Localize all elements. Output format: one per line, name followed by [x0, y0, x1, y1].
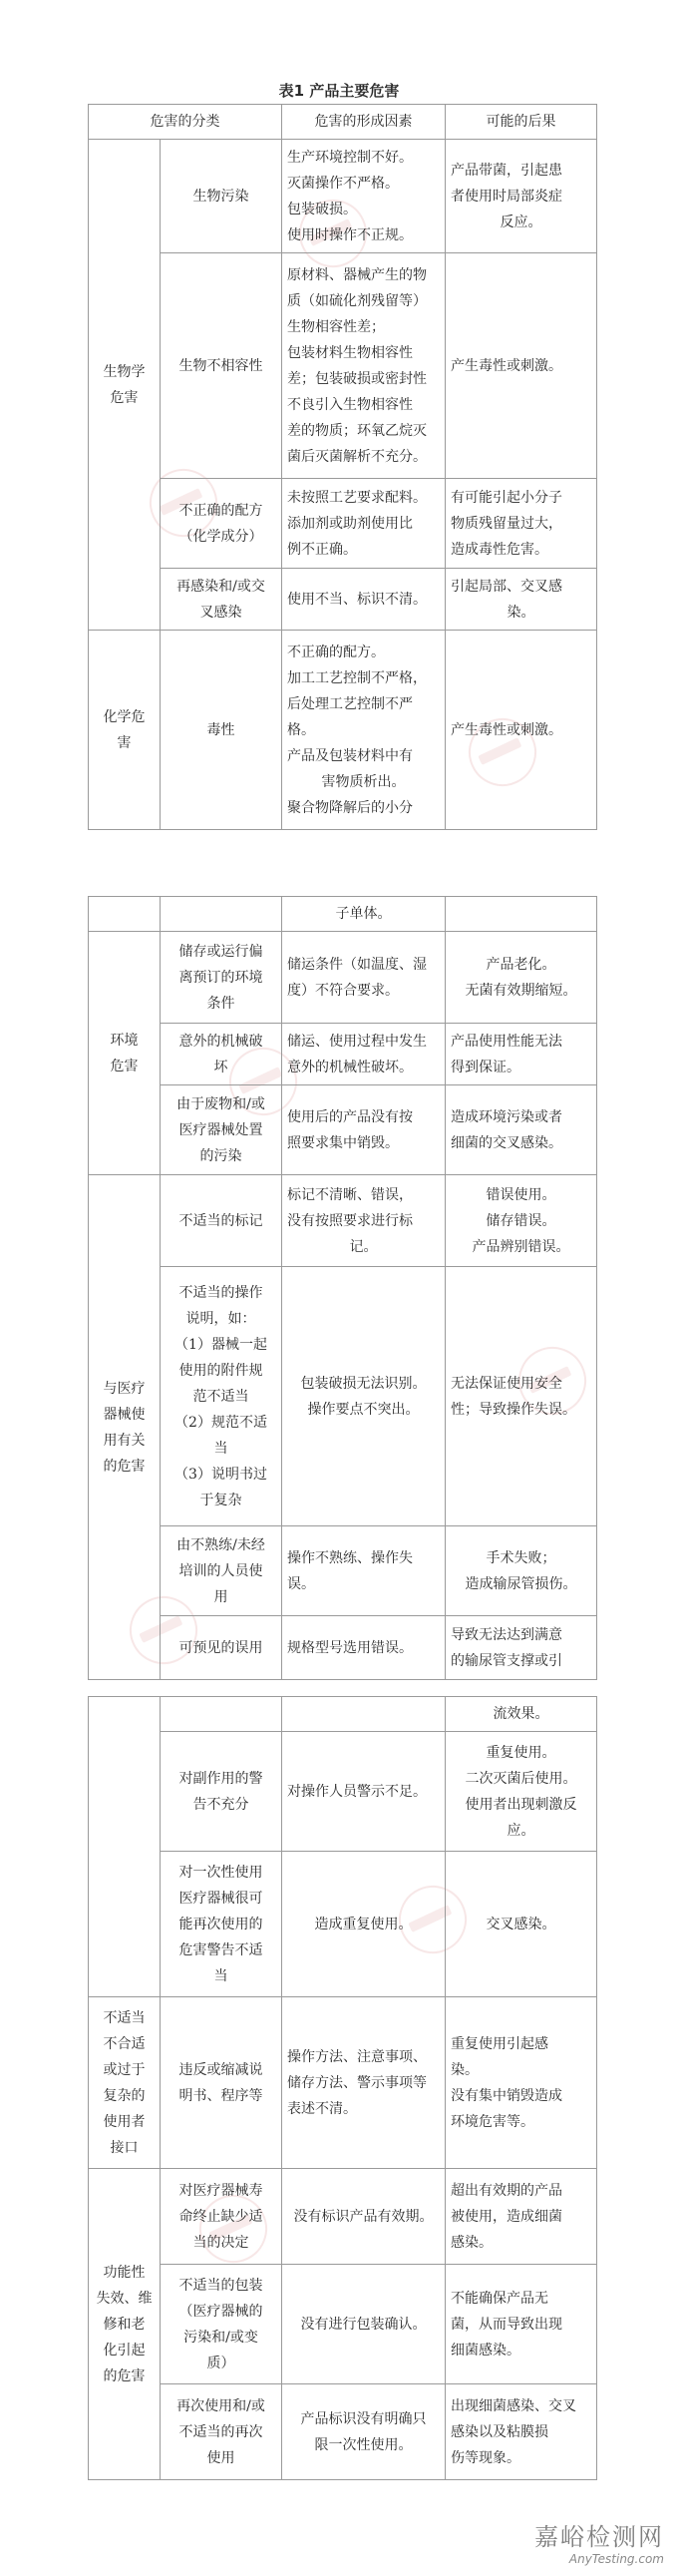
- subcategory-line: （化学成分）: [178, 528, 263, 545]
- cause-line: 差；包装破损或密封性: [287, 370, 427, 387]
- cause-line: 例不正确。: [287, 541, 357, 558]
- result-line: 造成环境污染或者: [451, 1108, 562, 1125]
- cause-line: 表述不清。: [287, 2100, 357, 2117]
- empty-cell: [161, 1697, 282, 1732]
- result-cell: 产生毒性或刺激。: [446, 253, 597, 479]
- category-functional-failure: [89, 2169, 161, 2480]
- cause-line: 操作方法、注意事项、: [287, 2048, 427, 2065]
- cause-cell: [282, 140, 446, 253]
- cause-cell: 规格型号选用错误。: [282, 1616, 446, 1680]
- result-line: 重复使用引起感: [451, 2035, 548, 2052]
- cause-line: 照要求集中销毁。: [287, 1134, 399, 1151]
- subcategory-cell: [161, 1526, 282, 1616]
- subcategory-line: 告不充分: [192, 1796, 249, 1813]
- subcategory-line: 叉感染: [199, 604, 242, 621]
- cause-line: 格。: [287, 721, 315, 738]
- cause-line: 未按照工艺要求配料。: [287, 489, 427, 506]
- subcategory-line: 再次使用和/或: [176, 2397, 265, 2414]
- header-hazard-category: 危害的分类: [89, 105, 282, 140]
- cause-line: 灭菌操作不严格。: [287, 175, 399, 192]
- subcategory-line: 明书、程序等: [178, 2087, 263, 2104]
- table-row: [89, 897, 597, 932]
- result-line: 造成毒性危害。: [451, 541, 548, 558]
- result-line: 者使用时局部炎症: [451, 188, 562, 205]
- result-line: 二次灭菌后使用。: [465, 1770, 577, 1787]
- cause-cell: [282, 1085, 446, 1175]
- table-row: [89, 1732, 597, 1852]
- hazard-table-part-3: [88, 1696, 597, 2480]
- cause-line: 标记不清晰、错误，: [287, 1186, 413, 1203]
- table-row: [89, 253, 597, 479]
- subcategory-line: 质）: [206, 2355, 235, 2371]
- result-line: 得到保证。: [451, 1059, 520, 1075]
- subcategory-line: 使用的附件规: [178, 1362, 263, 1379]
- cause-line: 储运条件（如温度、湿: [287, 956, 427, 973]
- category-line: 化引起: [103, 2342, 146, 2359]
- result-line: 物质残留量过大，: [451, 515, 562, 532]
- result-line: 细菌感染。: [451, 2342, 520, 2359]
- cause-line: 储运、使用过程中发生: [287, 1033, 427, 1050]
- subcategory-line: （医疗器械的: [178, 2303, 263, 2320]
- category-line: 不合适: [103, 2035, 146, 2052]
- subcategory-cell: [161, 1085, 282, 1175]
- table-row: [89, 1175, 597, 1267]
- result-cell: [446, 1526, 597, 1616]
- result-cell: [446, 2265, 597, 2384]
- subcategory-line: 意外的机械破: [178, 1033, 263, 1050]
- result-line: 使用者出现刺激反: [465, 1796, 577, 1813]
- result-line: 无菌有效期缩短。: [465, 982, 577, 999]
- result-cell: [446, 1267, 597, 1526]
- result-line: 感染以及粘膜损: [451, 2423, 548, 2440]
- category-line: 使用者: [103, 2113, 146, 2130]
- table-row: [89, 1616, 597, 1680]
- subcategory-line: 对一次性使用: [178, 1864, 263, 1881]
- cause-line: 产品及包装材料中有: [287, 747, 413, 764]
- result-cell: [446, 1085, 597, 1175]
- result-cell: [446, 1732, 597, 1852]
- cause-cell: [282, 1267, 446, 1526]
- empty-cell: [161, 897, 282, 932]
- category-line: 或过于: [103, 2061, 146, 2078]
- subcategory-line: 再感染和/或交: [176, 578, 265, 595]
- subcategory-line: 由不熟练/未经: [176, 1536, 265, 1553]
- hazard-table-part-1: [88, 104, 597, 830]
- cause-line: 不正确的配方。: [287, 644, 385, 660]
- category-line: 复杂的: [103, 2087, 146, 2104]
- cause-line: 产品标识没有明确只: [300, 2410, 427, 2427]
- cause-cell: [282, 1024, 446, 1085]
- result-cell: [446, 569, 597, 631]
- cause-cell: [282, 1526, 446, 1616]
- result-line: 引起局部、交叉感: [451, 578, 562, 595]
- result-line: 感染。: [451, 2234, 493, 2251]
- subcategory-line: 使用: [206, 2449, 235, 2466]
- table-row: [89, 1697, 597, 1732]
- logo-chinese: 嘉峪检测网: [534, 2523, 664, 2551]
- subcategory-cell: [161, 1267, 282, 1526]
- subcategory-cell: [161, 1852, 282, 1997]
- subcategory-cell: [161, 1024, 282, 1085]
- subcategory-line: 能再次使用的: [178, 1916, 263, 1932]
- table-row: [89, 2265, 597, 2384]
- subcategory-line: 不适当的再次: [178, 2423, 263, 2440]
- subcategory-line: 命终止缺少适: [178, 2208, 263, 2225]
- subcategory-cell: [161, 932, 282, 1024]
- category-line: 功能性: [103, 2264, 146, 2281]
- subcategory-line: 不正确的配方: [178, 502, 263, 519]
- table-row: [89, 140, 597, 253]
- result-line: 储存错误。: [486, 1212, 556, 1229]
- result-cell: [446, 1616, 597, 1680]
- cause-line: 度）不符合要求。: [287, 982, 399, 999]
- subcategory-cell: 生物污染: [161, 140, 282, 253]
- category-line: 失效、维: [96, 2290, 153, 2307]
- subcategory-cell: [161, 2169, 282, 2265]
- cause-line: 害物质析出。: [321, 773, 406, 790]
- result-line: 产品使用性能无法: [451, 1033, 562, 1050]
- result-line: 菌，从而导致出现: [451, 2316, 562, 2333]
- subcategory-cell: [161, 479, 282, 569]
- result-line: 染。: [507, 604, 535, 621]
- cause-line: 聚合物降解后的小分: [287, 799, 413, 816]
- empty-cell: [89, 897, 161, 932]
- table-row: [89, 1085, 597, 1175]
- result-line: 产品辨别错误。: [472, 1238, 570, 1255]
- table-header-row: [89, 105, 597, 140]
- subcategory-line: 说明，如：: [185, 1310, 256, 1327]
- cause-line: 使用后的产品没有按: [287, 1108, 413, 1125]
- category-chemical: [89, 631, 161, 830]
- cause-cell: 使用不当、标识不清。: [282, 569, 446, 631]
- table-row: [89, 1024, 597, 1085]
- cause-line: 包装破损。: [287, 201, 357, 217]
- subcategory-line: 用: [213, 1588, 228, 1605]
- cause-cell: [282, 1997, 446, 2169]
- category-line: 器械使: [103, 1406, 146, 1423]
- cause-cell: [282, 1175, 446, 1267]
- result-line: 伤等现象。: [451, 2449, 520, 2466]
- empty-cell: [446, 897, 597, 932]
- table-row: [89, 479, 597, 569]
- cause-cell: [282, 932, 446, 1024]
- result-cell: 交叉感染。: [446, 1852, 597, 1997]
- continued-result-cell: 流效果。: [446, 1697, 597, 1732]
- subcategory-cell: 生物不相容性: [161, 253, 282, 479]
- subcategory-cell: [161, 1997, 282, 2169]
- cause-cell: [282, 479, 446, 569]
- result-cell: [446, 1024, 597, 1085]
- subcategory-line: 坏: [213, 1059, 228, 1075]
- cause-cell: [282, 631, 446, 830]
- result-line: 产品带菌，引起患: [451, 162, 562, 179]
- category-line: 不适当: [103, 2009, 146, 2026]
- cause-line: 不良引入生物相容性: [287, 396, 413, 413]
- result-cell: 产生毒性或刺激。: [446, 631, 597, 830]
- category-line: 接口: [110, 2139, 139, 2156]
- subcategory-line: 医疗器械处置: [178, 1121, 263, 1138]
- table-row: [89, 932, 597, 1024]
- cause-line: 包装材料生物相容性: [287, 344, 413, 361]
- result-line: 导致无法达到满意: [451, 1626, 562, 1643]
- cause-line: 生产环境控制不好。: [287, 149, 413, 166]
- result-cell: [446, 479, 597, 569]
- result-line: 重复使用。: [486, 1744, 556, 1761]
- cause-cell: [282, 253, 446, 479]
- empty-category-cell: [89, 1697, 161, 1997]
- cause-line: 记。: [349, 1238, 378, 1255]
- subcategory-cell: [161, 1732, 282, 1852]
- cause-line: 使用时操作不正规。: [287, 226, 413, 243]
- result-line: 反应。: [500, 214, 542, 230]
- subcategory-line: （1）器械一起: [174, 1336, 267, 1353]
- cause-line: 原材料、器械产生的物: [287, 266, 427, 283]
- cause-line: 后处理工艺控制不严: [287, 695, 413, 712]
- cause-line: 质（如硫化剂残留等）: [287, 292, 427, 309]
- result-cell: [446, 2384, 597, 2480]
- table-row: [89, 2169, 597, 2265]
- category-line: 用有关: [103, 1432, 146, 1449]
- subcategory-cell: [161, 569, 282, 631]
- subcategory-cell: [161, 2265, 282, 2384]
- subcategory-line: 储存或运行偏: [178, 943, 263, 960]
- result-line: 细菌的交叉感染。: [451, 1134, 562, 1151]
- hazard-table-part-2: [88, 896, 597, 1680]
- result-line: 产品老化。: [486, 956, 556, 973]
- category-line: 修和老: [103, 2316, 146, 2333]
- category-label: 生物学危害: [103, 363, 146, 406]
- category-line: 与医疗: [103, 1380, 146, 1397]
- cause-cell: [282, 2384, 446, 2480]
- subcategory-line: 不适当的包装: [178, 2277, 263, 2294]
- result-cell: [446, 1175, 597, 1267]
- result-cell: [446, 1997, 597, 2169]
- subcategory-cell: [161, 2384, 282, 2480]
- result-line: 没有集中销毁造成: [451, 2087, 562, 2104]
- cause-cell: 对操作人员警示不足。: [282, 1732, 446, 1852]
- subcategory-cell: 可预见的误用: [161, 1616, 282, 1680]
- result-line: 环境危害等。: [451, 2113, 534, 2130]
- result-line: 不能确保产品无: [451, 2290, 548, 2307]
- cause-cell: 造成重复使用。: [282, 1852, 446, 1997]
- cause-cell: 没有进行包装确认。: [282, 2265, 446, 2384]
- result-line: 的输尿管支撑或引: [451, 1652, 562, 1669]
- category-label: 化学危害: [103, 708, 146, 751]
- result-line: 性；导致操作失误。: [451, 1401, 576, 1418]
- subcategory-line: 条件: [206, 995, 235, 1012]
- result-cell: [446, 140, 597, 253]
- category-use-related: [89, 1175, 161, 1680]
- table-row: [89, 1852, 597, 1997]
- result-line: 超出有效期的产品: [451, 2182, 562, 2199]
- subcategory-line: 危害警告不适: [178, 1941, 263, 1958]
- subcategory-line: （2）规范不适: [174, 1414, 267, 1431]
- table-title: 表1 产品主要危害: [278, 82, 400, 100]
- subcategory-line: 不适当的操作: [178, 1284, 263, 1301]
- table-row: [89, 1526, 597, 1616]
- cause-line: 加工工艺控制不严格，: [287, 669, 427, 686]
- cause-line: 操作要点不突出。: [307, 1401, 420, 1418]
- subcategory-line: 当的决定: [192, 2234, 249, 2251]
- subcategory-line: 当: [213, 1440, 228, 1457]
- table-row: [89, 1267, 597, 1526]
- subcategory-line: （3）说明书过: [174, 1466, 267, 1483]
- table-row: [89, 569, 597, 631]
- table-row: [89, 1997, 597, 2169]
- cause-line: 限一次性使用。: [314, 2436, 413, 2453]
- cause-line: 意外的机械性破坏。: [287, 1059, 413, 1075]
- result-line: 染。: [451, 2061, 479, 2078]
- category-line: 的危害: [103, 1458, 146, 1475]
- subcategory-line: 当: [213, 1967, 228, 1984]
- cause-line: 储存方法、警示事项等: [287, 2074, 427, 2091]
- subcategory-line: 离预订的环境: [178, 969, 263, 986]
- subcategory-cell: 不适当的标记: [161, 1175, 282, 1267]
- result-line: 错误使用。: [486, 1186, 556, 1203]
- empty-cell: [282, 1697, 446, 1732]
- result-cell: [446, 932, 597, 1024]
- logo-english: AnyTesting.com: [568, 2552, 664, 2566]
- header-hazard-cause: 危害的形成因素: [282, 105, 446, 140]
- subcategory-line: 污染和/或变: [183, 2329, 258, 2346]
- result-line: 出现细菌感染、交叉: [451, 2397, 576, 2414]
- subcategory-line: 违反或缩减说: [178, 2061, 263, 2078]
- table-row: [89, 2384, 597, 2480]
- result-line: 有可能引起小分子: [451, 489, 562, 506]
- category-environment: [89, 932, 161, 1175]
- cause-cell: 没有标识产品有效期。: [282, 2169, 446, 2265]
- category-biological: [89, 140, 161, 631]
- cause-line: 差的物质；环氧乙烷灭: [287, 422, 427, 439]
- subcategory-line: 医疗器械很可: [178, 1890, 263, 1907]
- cause-line: 包装破损无法识别。: [300, 1375, 427, 1392]
- cause-line: 菌后灭菌解析不充分。: [287, 448, 427, 465]
- site-logo: [534, 2517, 664, 2566]
- result-line: 应。: [507, 1822, 535, 1839]
- subcategory-line: 于复杂: [199, 1492, 242, 1508]
- table-row: [89, 631, 597, 830]
- subcategory-line: 的污染: [199, 1147, 242, 1164]
- cause-line: 没有按照要求进行标: [287, 1212, 413, 1229]
- result-line: 被使用，造成细菌: [451, 2208, 562, 2225]
- result-line: 无法保证使用安全: [451, 1375, 562, 1392]
- cause-line: 添加剂或助剂使用比: [287, 515, 413, 532]
- category-user-interface: [89, 1997, 161, 2169]
- subcategory-cell: 毒性: [161, 631, 282, 830]
- result-line: 造成输尿管损伤。: [465, 1575, 577, 1592]
- result-cell: [446, 2169, 597, 2265]
- cause-line: 误。: [287, 1575, 315, 1592]
- subcategory-line: 由于废物和/或: [176, 1095, 265, 1112]
- result-line: 手术失败；: [486, 1549, 556, 1566]
- subcategory-line: 对医疗器械寿: [178, 2182, 263, 2199]
- cause-line: 操作不熟练、操作失: [287, 1549, 413, 1566]
- cause-line: 生物相容性差；: [287, 318, 385, 335]
- category-line: 的危害: [103, 2367, 146, 2384]
- category-label: 环境危害: [110, 1032, 139, 1074]
- continued-cause-cell: 子单体。: [282, 897, 446, 932]
- header-consequence: 可能的后果: [446, 105, 597, 140]
- subcategory-line: 培训的人员使: [178, 1562, 263, 1579]
- subcategory-line: 范不适当: [192, 1388, 249, 1405]
- subcategory-line: 对副作用的警: [178, 1770, 263, 1787]
